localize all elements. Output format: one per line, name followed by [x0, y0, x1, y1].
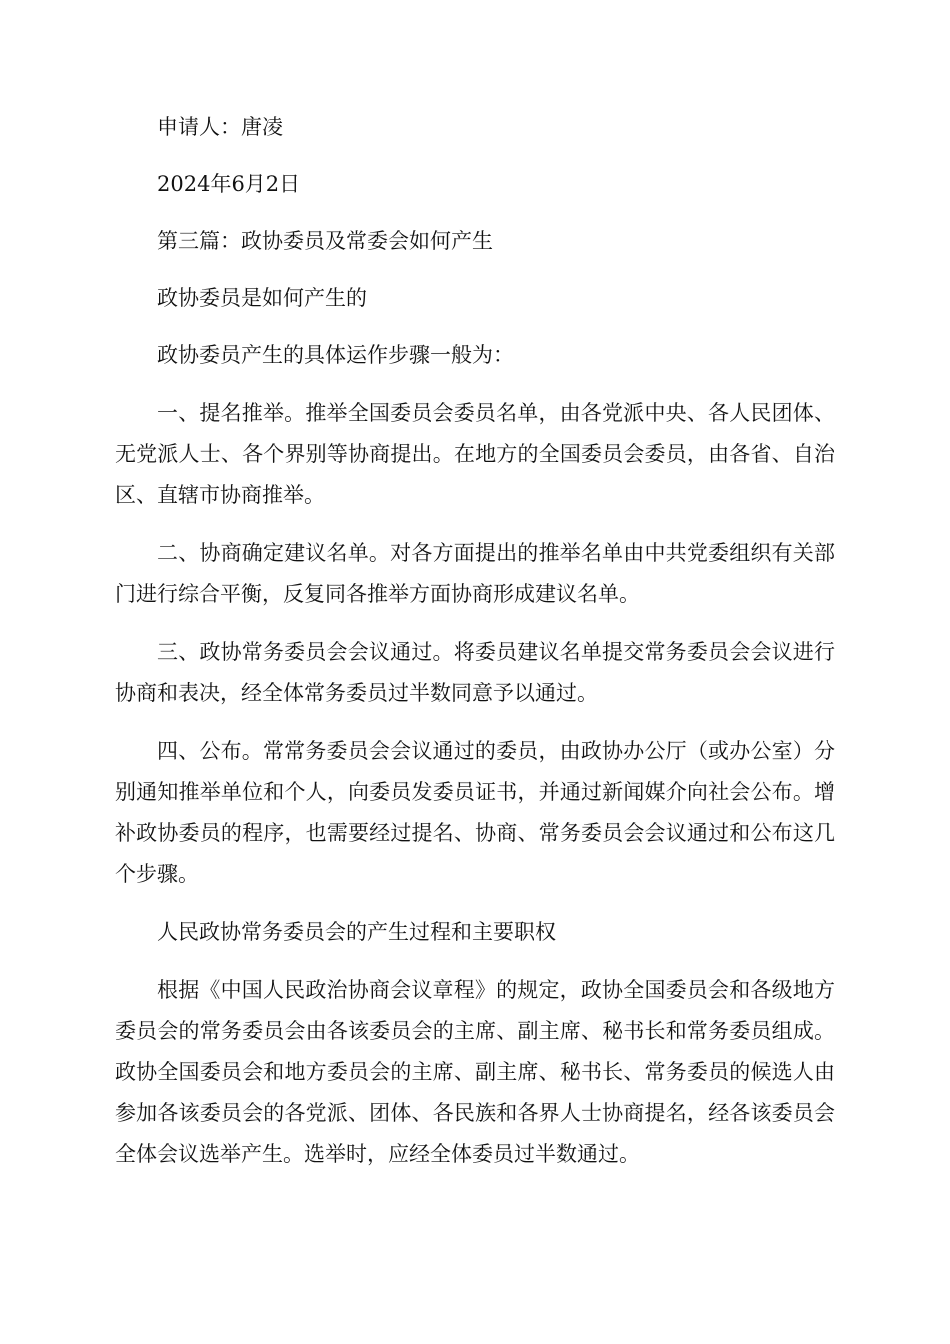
body-paragraph: 根据《中国人民政治协商会议章程》的规定，政协全国委员会和各级地方委员会的常务委员会由各该委员会的主席、副主席、秘书长和常务委员组成。政协全国委员会和地方委员会的主席、副主席、秘书长、常务委员的候选人由参加各该委员会的各党派、团体、各民族和各界人士协商提名，经各该委员会全体会议选举产生。选举时，应经全体委员过半数通过。	[115, 978, 835, 1166]
heading-committee-members: 政协委员是如何产生的	[157, 286, 367, 310]
intro-paragraph: 政协委员产生的具体运作步骤一般为：	[157, 343, 514, 367]
document-body	[115, 107, 835, 1175]
step-2-paragraph: 二、协商确定建议名单。对各方面提出的推举名单由中共党委组织有关部门进行综合平衡，反复同各推举方面协商形成建议名单。	[115, 541, 835, 606]
step-1-paragraph: 一、提名推举。推举全国委员会委员名单，由各党派中央、各人民团体、无党派人士、各个界别等协商提出。在地方的全国委员会委员，由各省、自治区、直辖市协商推举。	[115, 401, 835, 507]
applicant-line: 申请人：唐凌	[157, 115, 283, 139]
date-line: 2024年6月2日	[157, 172, 301, 196]
step-4-paragraph: 四、公布。常常务委员会会议通过的委员，由政协办公厅（或办公室）分别通知推举单位和个人，向委员发委员证书，并通过新闻媒介向社会公布。增补政协委员的程序，也需要经过提名、协商、常务委员会会议通过和公布这几个步骤。	[115, 739, 835, 886]
heading-standing-committee: 人民政协常务委员会的产生过程和主要职权	[157, 920, 556, 944]
section-title: 第三篇：政协委员及常委会如何产生	[157, 229, 493, 253]
step-3-paragraph: 三、政协常务委员会会议通过。将委员建议名单提交常务委员会会议进行协商和表决，经全体常务委员过半数同意予以通过。	[115, 640, 835, 705]
